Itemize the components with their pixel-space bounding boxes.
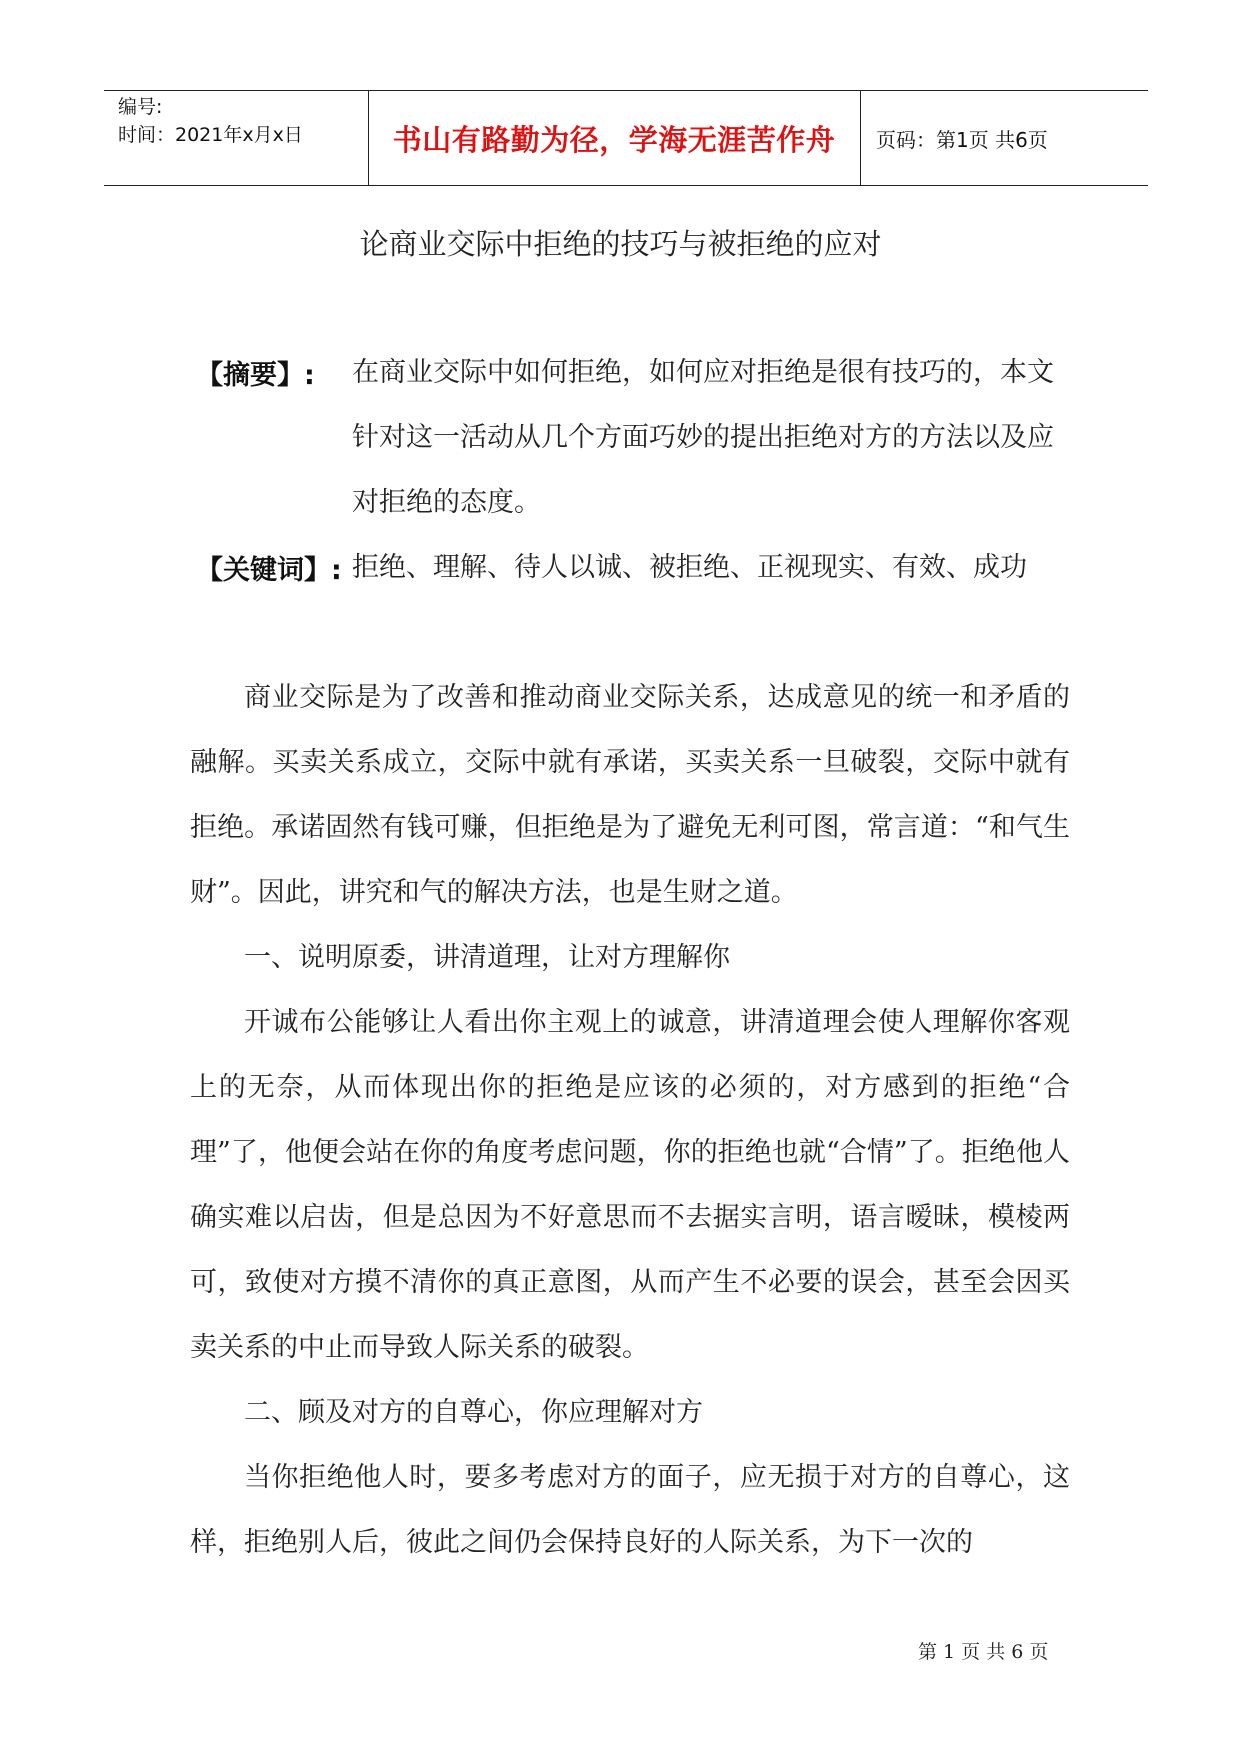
body-paragraph: 商业交际是为了改善和推动商业交际关系，达成意见的统一和矛盾的融解。买卖关系成立，交际中就有承诺，买卖关系一旦破裂，交际中就有拒绝。承诺固然有钱可赚，但拒绝是为了避免无利可图，常言道：“和气生财”。因此，讲究和气的解决方法，也是生财之道。: [190, 682, 1070, 908]
abstract-label: 【摘要】:: [196, 360, 315, 391]
header-motto: 书山有路勤为径，学海无涯苦作舟: [392, 122, 836, 157]
document-number-label: 编号:: [118, 96, 163, 118]
body-paragraph: 当你拒绝他人时，要多考虑对方的面子，应无损于对方的自尊心，这样，拒绝别人后，彼此之间仍会保持良好的人际关系，为下一次的: [190, 1462, 1070, 1558]
header-table: [104, 90, 1148, 186]
document-time-label: 时间：2021年x月x日: [118, 124, 303, 146]
body-paragraph: 开诚布公能够让人看出你主观上的诚意，讲清道理会使人理解你客观上的无奈，从而体现出你的拒绝是应该的必须的，对方感到的拒绝“合理”了，他便会站在你的角度考虑问题，你的拒绝也就“合情”了。拒绝他人确实难以启齿，但是总因为不好意思而不去据实言明，语言暧昧，模棱两可，致使对方摸不清你的真正意图，从而产生不必要的误会，甚至会因买卖关系的中止而导致人际关系的破裂。: [190, 1007, 1070, 1363]
body-content: [190, 665, 1070, 1575]
header-page-number: 页码：第1页 共6页: [876, 127, 1048, 152]
page-footer: 第 1 页 共 6 页: [918, 1641, 1049, 1663]
header-info: [118, 93, 303, 149]
keywords-text: 拒绝、理解、待人以诚、被拒绝、正视现实、有效、成功: [352, 552, 1027, 583]
section-heading: 二、顾及对方的自尊心，你应理解对方: [244, 1397, 703, 1428]
section-heading: 一、说明原委，讲清道理，让对方理解你: [244, 942, 730, 973]
document-title: 论商业交际中拒绝的技巧与被拒绝的应对: [359, 227, 882, 261]
abstract-text: 在商业交际中如何拒绝，如何应对拒绝是很有技巧的，本文针对这一活动从几个方面巧妙的提出拒绝对方的方法以及应对拒绝的态度。: [352, 357, 1054, 518]
keywords-label: 【关键词】:: [196, 555, 342, 586]
header-divider: [860, 91, 861, 185]
